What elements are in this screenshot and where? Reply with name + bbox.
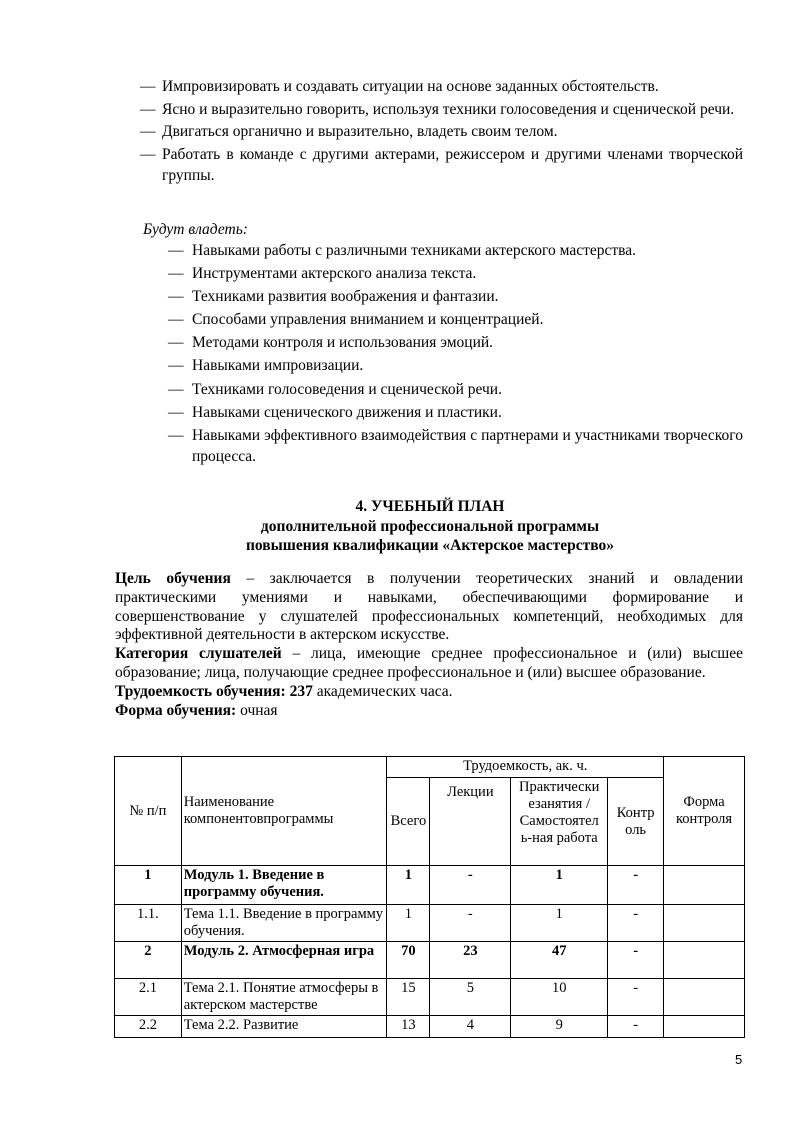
will-own-item bbox=[168, 286, 743, 308]
header-num: № п/п bbox=[115, 757, 182, 866]
will-own-item bbox=[168, 309, 743, 331]
will-own-text: Навыками импровизации. bbox=[192, 357, 364, 375]
skill-item bbox=[140, 144, 743, 187]
dash-bullet: — bbox=[168, 242, 184, 259]
will-own-text: Инструментами актерского анализа текста. bbox=[192, 265, 477, 283]
cell-num: 2.1 bbox=[115, 979, 182, 1016]
cell-num: 1.1. bbox=[115, 905, 182, 942]
cell-num: 1 bbox=[115, 866, 182, 905]
cell-total: 13 bbox=[387, 1016, 430, 1038]
will-own-item bbox=[168, 240, 743, 262]
will-own-text: Навыками сценического движения и пластики. bbox=[192, 403, 502, 421]
cell-name: Модуль 2. Атмосферная игра bbox=[181, 942, 387, 979]
topic-row bbox=[115, 1016, 745, 1038]
cell-control: - bbox=[608, 866, 664, 905]
cell-total: 1 bbox=[387, 905, 430, 942]
cell-control: - bbox=[608, 1016, 664, 1038]
skill-item bbox=[140, 76, 743, 98]
will-own-text: Способами управления вниманием и концентрацией. bbox=[192, 311, 544, 329]
skill-item bbox=[140, 121, 743, 143]
cell-lectures: - bbox=[430, 905, 511, 942]
cell-total: 70 bbox=[387, 942, 430, 979]
section-subtitle-1: дополнительной профессиональной программы bbox=[260, 517, 600, 535]
dash-bullet: — bbox=[140, 78, 156, 95]
cell-num: 2 bbox=[115, 942, 182, 979]
program-info bbox=[115, 570, 743, 720]
cell-form bbox=[664, 979, 745, 1016]
will-own-item bbox=[168, 425, 743, 468]
topic-row bbox=[115, 905, 745, 942]
will-own-text: Навыками работы с различными техниками актерского мастерства. bbox=[192, 242, 637, 259]
cell-name: Тема 1.1. Введение в программу обучения. bbox=[181, 905, 387, 942]
will-own-item bbox=[168, 263, 743, 285]
cell-lectures: 23 bbox=[430, 942, 511, 979]
cell-form bbox=[664, 905, 745, 942]
dash-bullet: — bbox=[168, 288, 184, 306]
skill-text: Ясно и выразительно говорить, используя техники голосоведения и сценической речи. bbox=[162, 100, 735, 118]
will-own-item bbox=[168, 379, 743, 401]
cell-control: - bbox=[608, 942, 664, 979]
cell-lectures: 5 bbox=[430, 979, 511, 1016]
will-own-item bbox=[168, 332, 743, 354]
will-own-text: Техниками голосоведения и сценической речи. bbox=[192, 380, 502, 398]
will-own-label: Будут владеть: bbox=[143, 221, 248, 238]
will-own-list bbox=[168, 240, 743, 469]
header-practice: Практически езанятия / Самостоятел ь-ная работа bbox=[511, 778, 608, 866]
skill-text: Импровизировать и создавать ситуации на основе заданных обстоятельств. bbox=[162, 78, 659, 95]
cell-name: Модуль 1. Введение в программу обучения. bbox=[181, 866, 387, 905]
section-subtitle-2: повышения квалификации «Актерское мастерство» bbox=[246, 537, 614, 554]
dash-bullet: — bbox=[168, 311, 184, 329]
form-paragraph bbox=[115, 702, 743, 721]
skill-text: Двигаться органично и выразительно, владеть своим телом. bbox=[162, 123, 558, 140]
effort-paragraph bbox=[115, 683, 743, 702]
skill-text: Работать в команде с другими актерами, режиссером и другими членами творческой группы. bbox=[162, 145, 743, 184]
header-effort: Трудоемкость, ак. ч. bbox=[387, 757, 664, 778]
form-label: Форма обучения: bbox=[115, 701, 237, 719]
will-own-text: Навыками эффективного взаимодействия с партнерами и участниками творческого процесса. bbox=[192, 426, 743, 466]
cell-practice: 10 bbox=[511, 979, 608, 1016]
cell-practice: 1 bbox=[511, 905, 608, 942]
header-form: Форма контроля bbox=[664, 757, 745, 866]
dash-bullet: — bbox=[168, 380, 184, 398]
effort-text: академических часа. bbox=[312, 682, 453, 700]
cell-total: 15 bbox=[387, 979, 430, 1016]
cell-control: - bbox=[608, 979, 664, 1016]
dash-bullet: — bbox=[168, 334, 184, 352]
dash-bullet: — bbox=[168, 403, 184, 421]
goal-text: – заключается в получении теоретических знаний и овладении практическими умениями и навыками, обеспечивающими формирование и совершенствование у слушателей профессиональных компетенций, необходимых для эффективной деятельности в актерском искусстве. bbox=[115, 570, 744, 644]
dash-bullet: — bbox=[168, 265, 184, 283]
dash-bullet: — bbox=[168, 357, 184, 375]
goal-paragraph bbox=[115, 570, 743, 645]
cell-lectures: 4 bbox=[430, 1016, 511, 1038]
topic-row bbox=[115, 979, 745, 1016]
form-text: очная bbox=[236, 701, 278, 719]
header-control: Контр оль bbox=[608, 778, 664, 866]
will-own-item bbox=[168, 402, 743, 424]
cell-practice: 47 bbox=[511, 942, 608, 979]
page-number: 5 bbox=[735, 1052, 743, 1067]
category-label: Категория слушателей bbox=[115, 645, 282, 663]
cell-form bbox=[664, 942, 745, 979]
will-own-text: Техниками развития воображения и фантазии. bbox=[192, 288, 499, 306]
curriculum-table bbox=[114, 756, 745, 1038]
dash-bullet: — bbox=[140, 123, 156, 140]
header-name: Наименование компонентовпрограммы bbox=[181, 757, 387, 866]
cell-name: Тема 2.2. Развитие bbox=[181, 1016, 387, 1038]
goal-label: Цель обучения bbox=[115, 570, 231, 587]
cell-total: 1 bbox=[387, 866, 430, 905]
dash-bullet: — bbox=[140, 145, 156, 163]
skill-item bbox=[140, 99, 743, 121]
cell-name: Тема 2.1. Понятие атмосферы в актерском мастерстве bbox=[181, 979, 387, 1016]
category-paragraph bbox=[115, 645, 743, 683]
cell-form bbox=[664, 866, 745, 905]
section-heading bbox=[100, 497, 760, 556]
dash-bullet: — bbox=[168, 426, 184, 444]
header-total: Всего bbox=[387, 778, 430, 866]
will-own-text: Методами контроля и использования эмоций. bbox=[192, 334, 494, 352]
category-text: – лица, имеющие среднее профессиональное и (или) высшее образование; лица, получающие среднее профессиональное и (или) высшее образование. bbox=[115, 645, 743, 681]
module-row bbox=[115, 942, 745, 979]
header-lectures: Лекции bbox=[430, 778, 511, 866]
skills-list bbox=[140, 76, 743, 188]
dash-bullet: — bbox=[140, 100, 156, 118]
cell-lectures: - bbox=[430, 866, 511, 905]
module-row bbox=[115, 866, 745, 905]
cell-practice: 1 bbox=[511, 866, 608, 905]
cell-control: - bbox=[608, 905, 664, 942]
cell-form bbox=[664, 1016, 745, 1038]
cell-practice: 9 bbox=[511, 1016, 608, 1038]
effort-label: Трудоемкость обучения: 237 bbox=[115, 682, 313, 700]
will-own-item bbox=[168, 355, 743, 377]
cell-num: 2.2 bbox=[115, 1016, 182, 1038]
section-title: 4. УЧЕБНЫЙ ПЛАН bbox=[355, 498, 505, 515]
